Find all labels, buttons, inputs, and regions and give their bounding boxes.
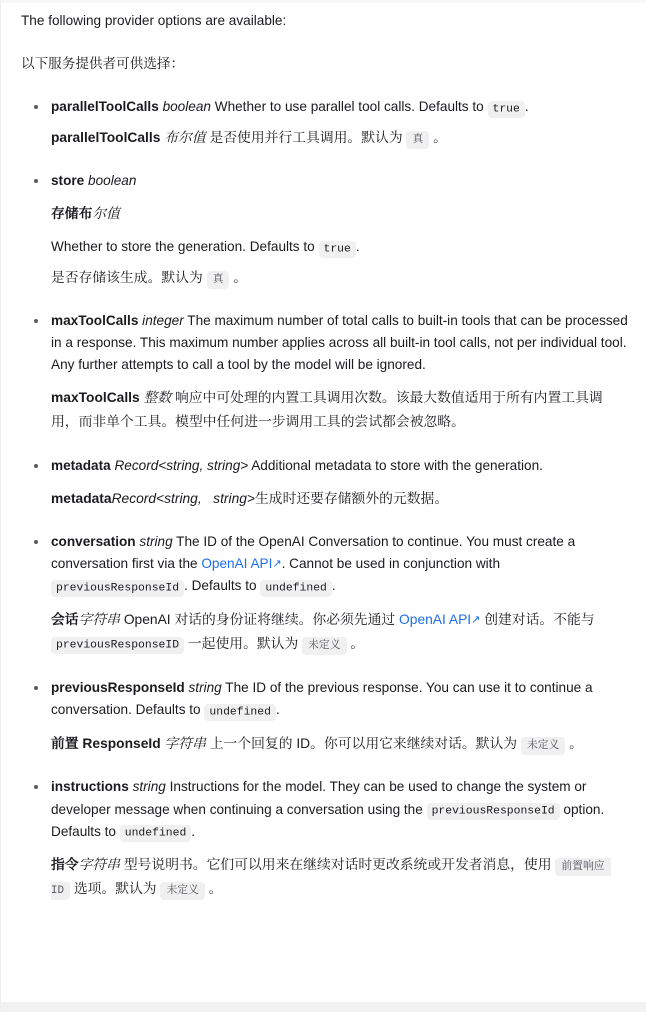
- option-name: metadata: [51, 457, 111, 473]
- bullet-icon: [34, 105, 38, 109]
- option-desc-part-3: . Defaults to: [184, 578, 257, 594]
- link-label: OpenAI API: [201, 556, 273, 572]
- default-value-chip: undefined: [260, 580, 332, 597]
- option-tail: .: [275, 702, 280, 718]
- option-type-zh: Record<string, string>: [111, 490, 255, 506]
- link-label: OpenAI API: [399, 611, 472, 627]
- option-name: previousResponseId: [51, 680, 185, 696]
- option-item-maxToolCalls: [21, 310, 628, 433]
- default-value-chip: undefined: [204, 704, 276, 721]
- option-tail: .: [355, 239, 360, 255]
- option-en-line: [51, 531, 628, 598]
- option-tail-zh: 。: [208, 881, 223, 897]
- option-desc-zh-part-1: 型号说明书。它们可以用来在继续对话时更改系统或开发者消息，使用: [123, 857, 552, 873]
- option-item-metadata: [21, 455, 628, 511]
- intro-paragraph-zh: 以下服务提供者可供选择：: [21, 56, 185, 72]
- default-value-chip: true: [319, 241, 356, 258]
- intro-paragraph-en: The following provider options are available:: [21, 13, 287, 28]
- bullet-icon: [34, 540, 38, 544]
- option-item-parallelToolCalls: [21, 96, 628, 149]
- option-desc: Additional metadata to store with the generation.: [251, 457, 543, 473]
- option-item-instructions: [21, 776, 628, 900]
- option-desc-zh-part-2: 创建对话。不能与: [484, 611, 595, 627]
- option-name: parallelToolCalls: [51, 99, 159, 115]
- option-item-store: [21, 170, 628, 289]
- option-name: store: [51, 173, 85, 189]
- option-zh-line: [51, 126, 628, 150]
- bullet-icon: [34, 785, 38, 789]
- option-name: instructions: [51, 779, 129, 795]
- default-value-chip-zh: 真: [207, 271, 230, 289]
- option-desc-part-2: . Cannot be used in conjunction with: [281, 556, 501, 572]
- provider-options-list: [21, 96, 628, 901]
- inline-code-chip-zh: previousResponseID: [51, 637, 184, 654]
- option-name-zh: metadata: [51, 490, 112, 506]
- option-type: string: [139, 534, 173, 550]
- bullet-icon: [34, 319, 38, 323]
- default-value-chip-zh: 未定义: [160, 882, 204, 900]
- option-type: string: [132, 779, 166, 795]
- doc-content: [1, 0, 646, 901]
- default-value-chip: true: [488, 101, 525, 118]
- option-name: conversation: [51, 534, 136, 550]
- option-desc-zh: 响应中可处理的内置工具调用次数。该最大数值适用于所有内置工具调用，而非单个工具。模型中任何进一步调用工具的尝试都会被忽略。: [51, 390, 603, 429]
- default-value-chip-zh: 未定义: [302, 637, 346, 655]
- option-tail: .: [191, 823, 196, 839]
- option-name-zh: 前置 ResponseId: [51, 735, 161, 751]
- option-type-zh: 字符串: [78, 611, 120, 627]
- option-desc: Whether to store the generation. Defaults to: [51, 239, 315, 255]
- option-tail: .: [331, 578, 336, 594]
- option-zh-line: [51, 487, 628, 511]
- option-desc-part-1: The ID of the OpenAI Conversation to continue. You must create a conversation first via the: [51, 534, 576, 572]
- option-desc-zh-part-1: OpenAI 对话的身份证将继续。你必须先通过: [123, 611, 396, 627]
- option-zh-line: [51, 386, 628, 433]
- option-tail: .: [524, 99, 529, 115]
- bullet-icon: [34, 686, 38, 690]
- option-zh-desc-line: [51, 266, 628, 290]
- default-value-chip-zh: 未定义: [521, 737, 565, 755]
- option-type: string: [188, 680, 222, 696]
- option-desc: The maximum number of total calls to built-in tools that can be processed in a response. This maximum number applies across all built-in tool calls, not per individual tool. Any further attempts to call a tool by the model will be ignored.: [51, 313, 628, 373]
- option-desc-zh: 是否存储该生成。默认为: [51, 269, 203, 285]
- option-name-zh: parallelToolCalls: [51, 129, 161, 145]
- bullet-icon: [34, 179, 38, 183]
- option-item-previousResponseId: [21, 677, 628, 755]
- option-zh-line: [51, 853, 628, 900]
- option-item-conversation: [21, 531, 628, 656]
- option-type: boolean: [88, 173, 137, 189]
- openai-api-link[interactable]: [201, 556, 281, 571]
- inline-code-chip: previousResponseId: [427, 803, 560, 820]
- option-tail-zh: 。: [433, 129, 447, 145]
- option-en-line: [51, 455, 628, 477]
- openai-api-link-zh[interactable]: [399, 612, 480, 627]
- option-type-zh: 字符串: [78, 857, 120, 873]
- inline-code-chip-zh: 前置响应 ID: [51, 858, 611, 900]
- inline-code-chip: previousResponseId: [51, 580, 184, 597]
- bullet-icon: [34, 464, 38, 468]
- option-en-line: [51, 96, 628, 118]
- external-link-icon: ↗: [471, 613, 481, 626]
- option-type-zh: 整数: [143, 390, 172, 406]
- option-en-heading: [51, 170, 628, 192]
- option-name-zh: 会话: [51, 611, 79, 627]
- external-link-icon: ↗: [272, 558, 282, 571]
- option-type-zh: 尔值: [92, 206, 120, 222]
- option-zh-line: [51, 608, 628, 656]
- option-desc: Whether to use parallel tool calls. Defaults to: [214, 99, 484, 115]
- option-desc-zh: 上一个回复的 ID。你可以用它来继续对话。默认为: [209, 735, 518, 751]
- default-value-chip-zh: 真: [406, 131, 429, 149]
- option-tail-zh: 。: [233, 269, 248, 285]
- option-desc-zh-part-3: 一起使用。默认为: [187, 635, 299, 651]
- option-name-zh: maxToolCalls: [51, 390, 140, 406]
- option-type: Record<string, string>: [114, 457, 249, 473]
- option-name-zh: 存储布: [51, 206, 93, 222]
- option-en-desc-line: [51, 236, 628, 258]
- option-type-zh: 布尔值: [164, 129, 206, 145]
- option-en-line: [51, 310, 628, 376]
- bottom-edge-band: [1, 1002, 646, 1012]
- option-desc-zh-part-2: 选项。默认为: [73, 881, 157, 897]
- option-zh-heading: [51, 202, 628, 226]
- option-desc: The ID of the previous response. You can use it to continue a conversation. Defaults to: [51, 680, 593, 718]
- option-en-line: [51, 776, 628, 843]
- option-type-zh: 字符串: [164, 735, 206, 751]
- option-type: integer: [142, 313, 184, 329]
- option-name-zh: 指令: [51, 857, 79, 873]
- default-value-chip: undefined: [120, 825, 192, 842]
- option-zh-line: [51, 732, 628, 756]
- option-tail-zh: 。: [350, 635, 365, 651]
- option-type: boolean: [162, 99, 211, 115]
- option-desc-zh: 生成时还要存储额外的元数据。: [254, 490, 449, 506]
- option-desc-part-1: Instructions for the model. They can be used to change the system or developer message when continuing a conversation using the: [51, 779, 587, 817]
- option-desc-zh: 是否使用并行工具调用。默认为: [209, 129, 403, 145]
- option-desc-part-2: option. Defaults to: [51, 801, 605, 839]
- option-name: maxToolCalls: [51, 313, 139, 329]
- option-tail-zh: 。: [569, 735, 583, 751]
- option-en-line: [51, 677, 628, 721]
